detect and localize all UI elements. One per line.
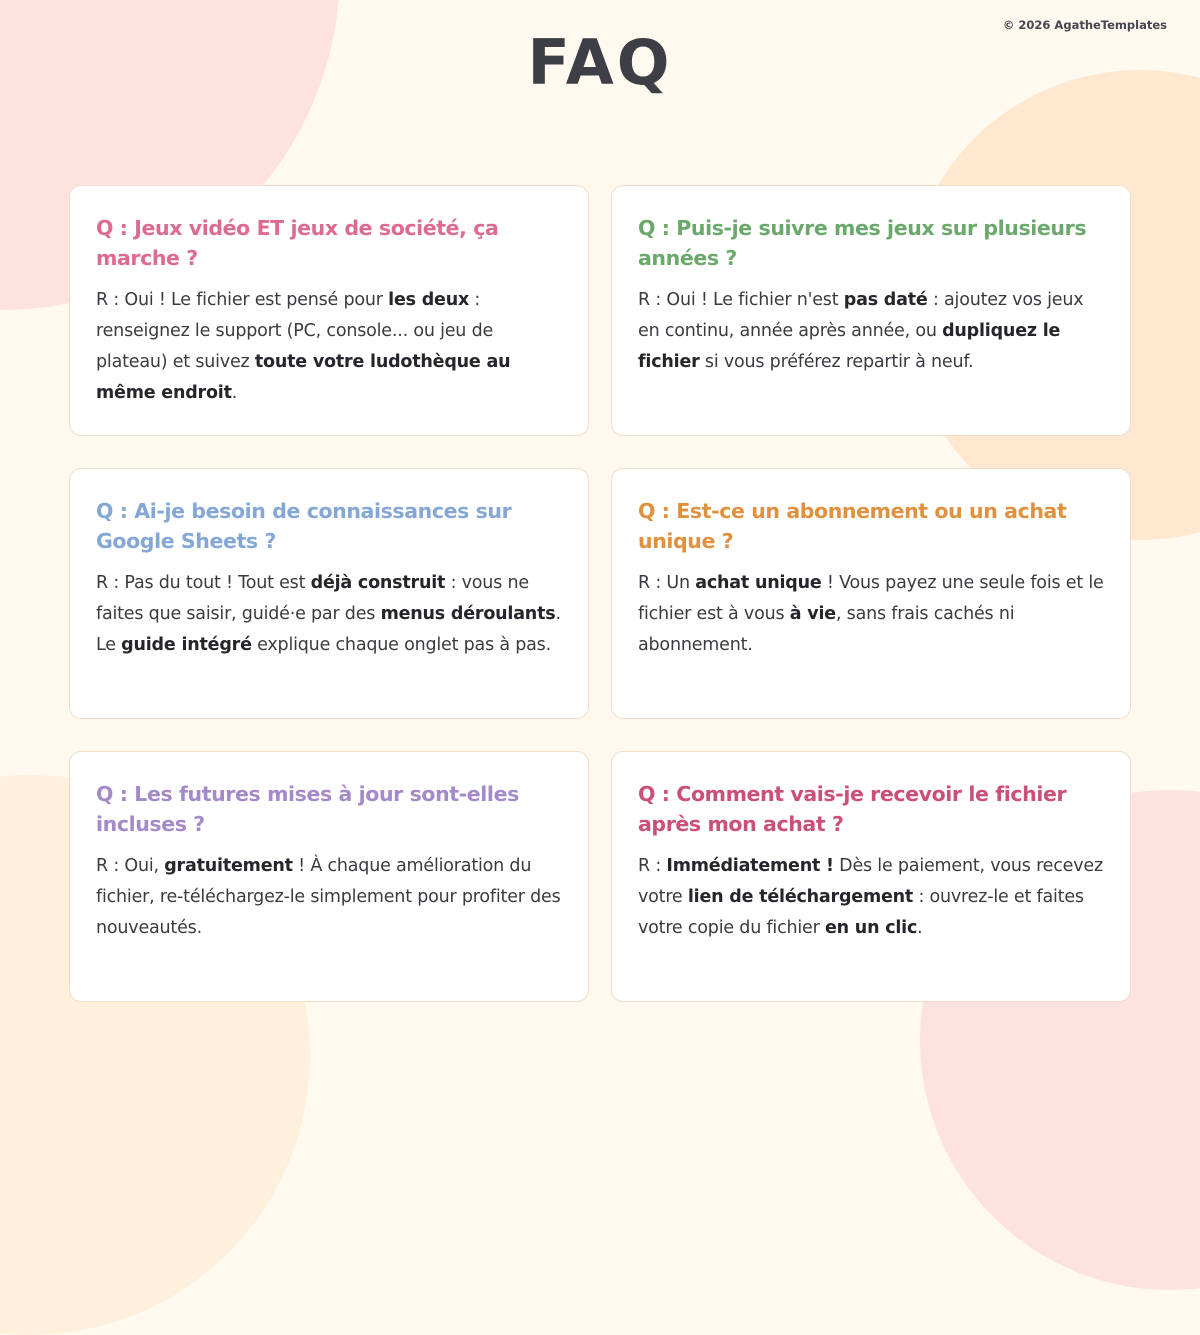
faq-question: Q : Les futures mises à jour sont-elles incluses ? <box>96 782 519 836</box>
faq-answer: R : Oui ! Le fichier est pensé pour les deux : renseignez le support (PC, console... ou jeu de plateau) et suivez toute votre ludothèque au même endroit. <box>96 290 511 403</box>
answer-emphasis: achat unique <box>695 573 822 593</box>
faq-question: Q : Jeux vidéo ET jeux de société, ça marche ? <box>96 216 499 270</box>
faq-card <box>611 468 1131 719</box>
answer-emphasis: les deux <box>388 290 470 310</box>
faq-card <box>611 751 1131 1002</box>
answer-emphasis: déjà construit <box>310 573 446 593</box>
faq-card <box>69 751 589 1002</box>
copyright-notice: © 2026 AgatheTemplates <box>1002 18 1167 32</box>
faq-card <box>69 185 589 436</box>
answer-emphasis: à vie <box>789 604 836 624</box>
faq-answer: R : Oui, gratuitement ! À chaque amélioration du fichier, re-téléchargez-le simplement pour profiter des nouveautés. <box>96 856 561 938</box>
answer-emphasis: dupliquez le fichier <box>638 321 1061 372</box>
answer-emphasis: en un clic <box>824 918 918 938</box>
faq-card <box>69 468 589 719</box>
page-title: FAQ <box>527 26 673 99</box>
faq-question: Q : Ai-je besoin de connaissances sur Google Sheets ? <box>96 499 512 553</box>
answer-emphasis: guide intégré <box>121 635 252 655</box>
faq-question: Q : Puis-je suivre mes jeux sur plusieurs années ? <box>638 216 1087 270</box>
faq-answer: R : Immédiatement ! Dès le paiement, vous recevez votre lien de téléchargement : ouvrez-le et faites votre copie du fichier en un clic. <box>638 856 1103 938</box>
faq-question: Q : Comment vais-je recevoir le fichier après mon achat ? <box>638 782 1067 836</box>
faq-answer: R : Pas du tout ! Tout est déjà construit : vous ne faites que saisir, guidé·e par des menus déroulants. Le guide intégré explique chaque onglet pas à pas. <box>96 573 561 655</box>
faq-card <box>611 185 1131 436</box>
answer-emphasis: gratuitement <box>164 856 293 876</box>
answer-emphasis: toute votre ludothèque au même endroit <box>96 352 511 403</box>
faq-answer: R : Un achat unique ! Vous payez une seule fois et le fichier est à vous à vie, sans frais cachés ni abonnement. <box>638 573 1104 655</box>
answer-emphasis: Immédiatement ! <box>666 856 834 876</box>
answer-emphasis: menus déroulants <box>380 604 556 624</box>
faq-answer: R : Oui ! Le fichier n'est pas daté : ajoutez vos jeux en continu, année après année, ou dupliquez le fichier si vous préférez repartir à neuf. <box>638 290 1084 372</box>
answer-emphasis: lien de téléchargement <box>687 887 914 907</box>
faq-question: Q : Est-ce un abonnement ou un achat unique ? <box>638 499 1067 553</box>
answer-emphasis: pas daté <box>843 290 928 310</box>
faq-grid <box>69 185 1131 1002</box>
